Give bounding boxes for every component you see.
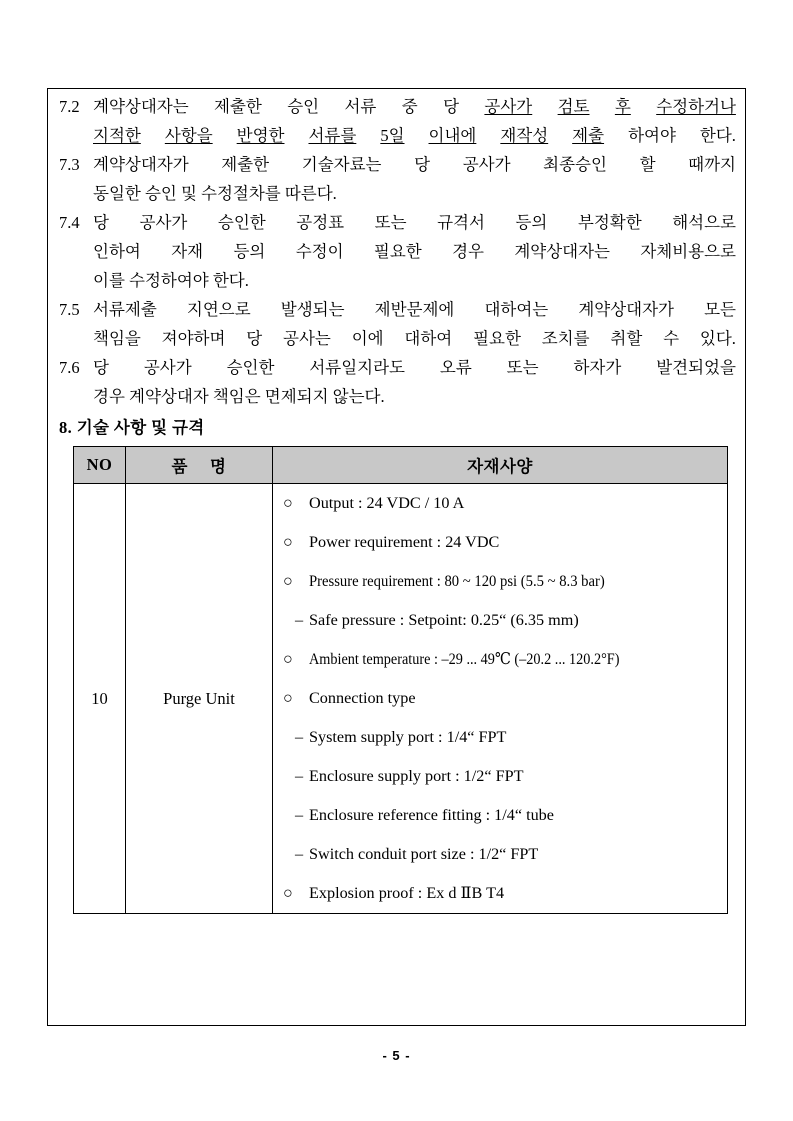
clause-line: 지적한 사항을 반영한 서류를 5일 이내에 재작성 제출 하여야 한다.	[93, 126, 736, 145]
clause-line: 계약상대자가 제출한 기술자료는 당 공사가 최종승인 할 때까지	[93, 155, 736, 174]
spec-text: Enclosure reference fitting : 1/4“ tube	[309, 806, 554, 824]
column-header-item-right: 명	[210, 457, 227, 476]
clause-7-5	[59, 295, 736, 353]
spec-text: System supply port : 1/4“ FPT	[309, 728, 507, 746]
spec-list-item	[283, 835, 723, 874]
spec-list-item	[283, 796, 723, 835]
table-header-row	[74, 447, 728, 484]
clause-line: 계약상대자는 제출한 승인 서류 중 당 공사가 검토 후 수정하거나	[93, 97, 736, 116]
spec-list-item	[283, 874, 723, 913]
table-row	[74, 484, 728, 914]
clause-list	[59, 92, 736, 411]
clause-number: 7.4	[59, 213, 80, 232]
spec-list-item	[283, 523, 723, 562]
clause-text	[93, 208, 736, 295]
spec-list-item	[283, 562, 723, 601]
clause-line: 경우 계약상대자 책임은 면제되지 않는다.	[93, 387, 385, 406]
spec-list-item	[283, 679, 723, 718]
clause-line: 이를 수정하여야 한다.	[93, 271, 249, 290]
spec-text: Explosion proof : Ex d ⅡB T4	[309, 884, 505, 902]
spec-text: Switch conduit port size : 1/2“ FPT	[309, 845, 539, 863]
spec-text: Power requirement : 24 VDC	[309, 533, 500, 551]
spec-list	[273, 484, 727, 913]
circle-bullet-icon: ○	[283, 533, 293, 551]
column-header-no: NO	[74, 447, 126, 484]
column-header-spec: 자재사양	[273, 447, 728, 484]
dash-bullet-icon: –	[295, 728, 304, 746]
circle-bullet-icon: ○	[283, 689, 293, 707]
dash-bullet-icon: –	[295, 767, 304, 785]
circle-bullet-icon: ○	[283, 572, 293, 590]
spec-list-item	[283, 757, 723, 796]
spec-list-item	[283, 484, 723, 523]
dash-bullet-icon: –	[295, 611, 304, 629]
clause-number: 7.2	[59, 97, 80, 116]
specification-table	[73, 446, 728, 914]
spec-text: Connection type	[309, 689, 416, 707]
spec-text: Safe pressure : Setpoint: 0.25“ (6.35 mm)	[309, 611, 579, 629]
circle-bullet-icon: ○	[283, 650, 293, 668]
circle-bullet-icon: ○	[283, 884, 293, 902]
cell-specification	[273, 484, 728, 914]
page-number-footer: - 5 -	[382, 1048, 411, 1063]
clause-number: 7.5	[59, 300, 80, 319]
cell-no: 10	[74, 484, 126, 914]
dash-bullet-icon: –	[295, 806, 304, 824]
clause-7-3	[59, 150, 736, 208]
clause-line: 인하여 자재 등의 수정이 필요한 경우 계약상대자는 자체비용으로	[93, 242, 736, 261]
clause-7-2	[59, 92, 736, 150]
table-body	[74, 484, 728, 914]
clause-text	[93, 150, 736, 208]
spec-list-item	[283, 601, 723, 640]
clause-line: 당 공사가 승인한 서류일지라도 오류 또는 하자가 발견되었을	[93, 358, 736, 377]
spec-text: Ambient temperature : –29 ... 49℃ (–20.2 ... 120.2°F)	[309, 650, 620, 668]
clause-text	[93, 295, 736, 353]
clause-7-6	[59, 353, 736, 411]
spec-list-item	[283, 640, 723, 679]
column-header-item	[126, 447, 273, 484]
spec-list-item	[283, 718, 723, 757]
spec-text: Pressure requirement : 80 ~ 120 psi (5.5 ~ 8.3 bar)	[309, 572, 605, 590]
spec-text: Output : 24 VDC / 10 A	[309, 494, 465, 512]
clause-line: 동일한 승인 및 수정절차를 따른다.	[93, 184, 337, 203]
clause-text	[93, 353, 736, 411]
cell-item-name: Purge Unit	[126, 484, 273, 914]
section-heading-8: 8. 기술 사항 및 규격	[59, 418, 205, 437]
column-header-item-left: 품	[171, 457, 188, 476]
clause-7-4	[59, 208, 736, 295]
clause-number: 7.6	[59, 358, 80, 377]
dash-bullet-icon: –	[295, 845, 304, 863]
spec-text: Enclosure supply port : 1/2“ FPT	[309, 767, 524, 785]
clause-text	[93, 92, 736, 150]
circle-bullet-icon: ○	[283, 494, 293, 512]
clause-line: 책임을 져야하며 당 공사는 이에 대하여 필요한 조치를 취할 수 있다.	[93, 329, 736, 348]
clause-number: 7.3	[59, 155, 80, 174]
clause-line: 당 공사가 승인한 공정표 또는 규격서 등의 부정확한 해석으로	[93, 213, 736, 232]
clause-line: 서류제출 지연으로 발생되는 제반문제에 대하여는 계약상대자가 모든	[93, 300, 736, 319]
page-content	[47, 88, 746, 914]
